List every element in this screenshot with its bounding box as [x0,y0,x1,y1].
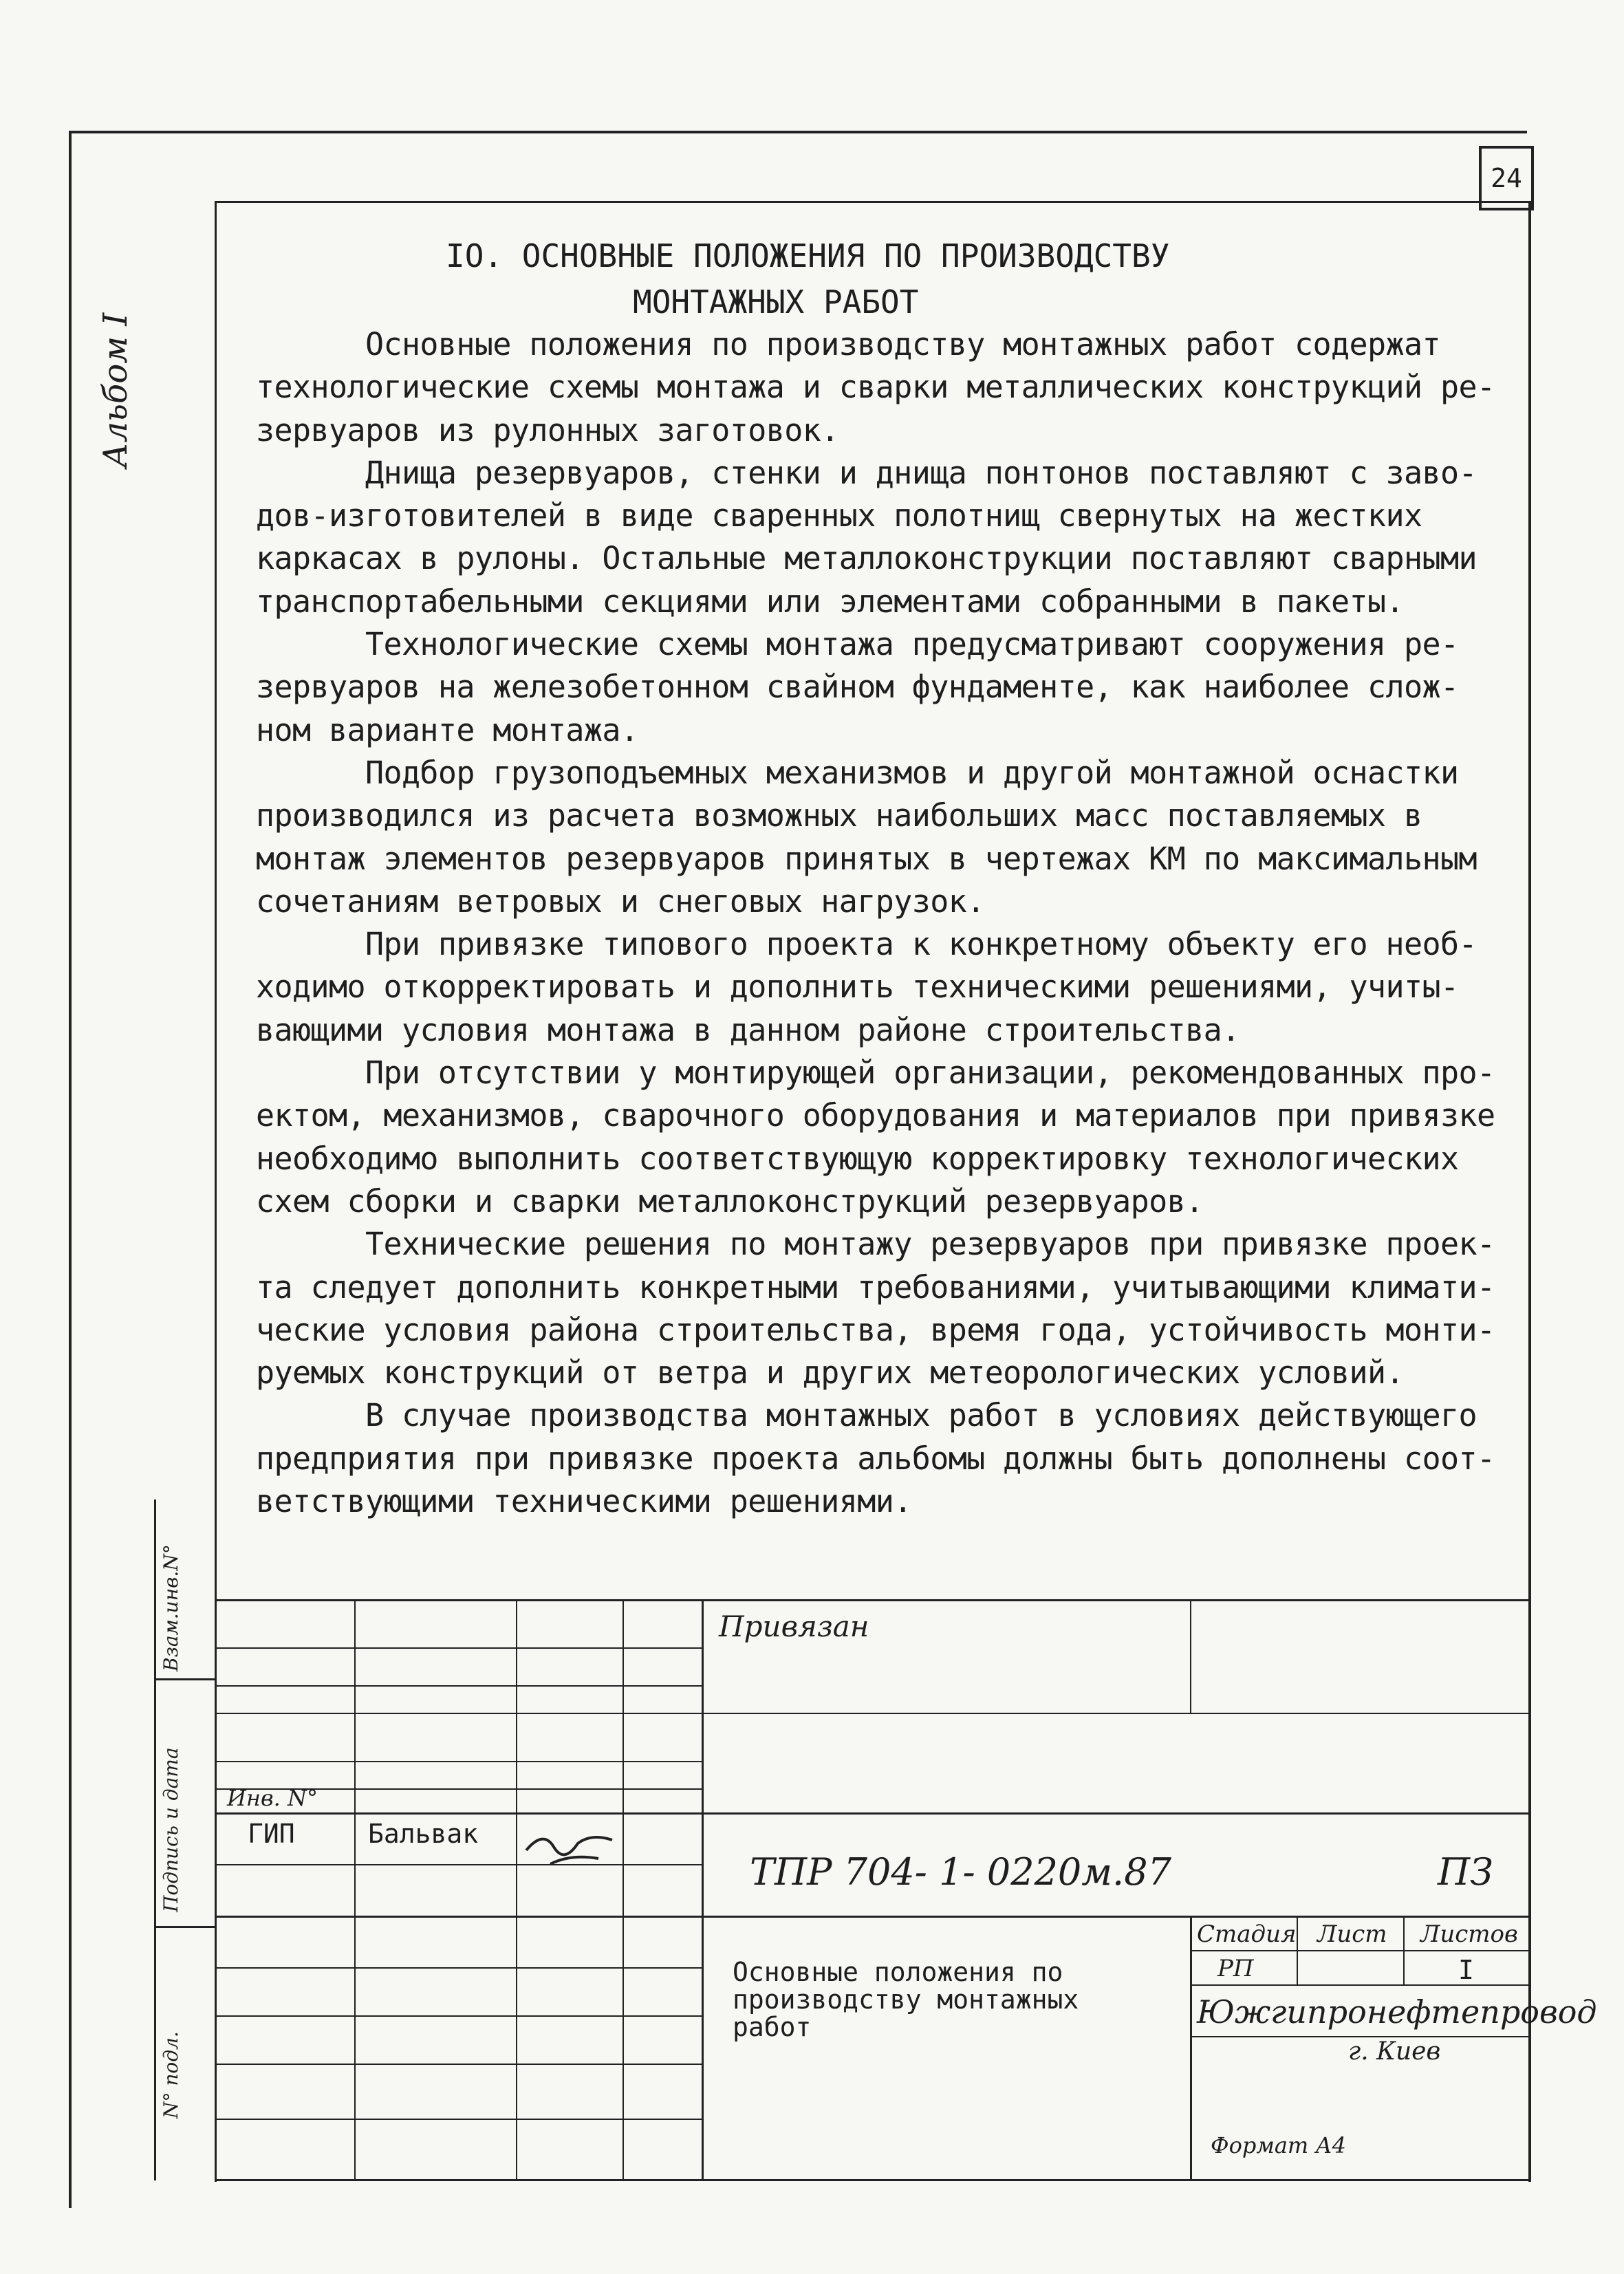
sheet-header: Лист [1317,1920,1387,1948]
tb-row-i [215,1967,703,1969]
tb-row-g [215,1864,703,1865]
stage-value: РП [1217,1955,1254,1982]
body-line: ческие условия района строительства, время года, устойчивость монти- [256,1311,1495,1348]
tb-col-8 [1403,1916,1405,1984]
body-line: производился из расчета возможных наибольших масс поставляемых в [256,797,1422,834]
organization-city: г. Киев [1348,2037,1441,2066]
body-line: вающими условия монтажа в данном районе строительства. [256,1011,1240,1048]
page-number: 24 [1479,146,1534,210]
tb-row-j [215,2015,703,2017]
side-stamp-border [154,1499,156,2180]
outer-frame-top [69,131,1527,133]
body-line: При отсутствии у монтирующей организации, рекомендованных про- [256,1054,1495,1092]
body-line: ектом, механизмов, сварочного оборудования и материалов при привязке [256,1097,1495,1134]
tb-row-a [215,1647,703,1649]
inner-frame-left [215,201,217,2182]
inner-frame-bottom [215,2179,1531,2181]
body-line: технологические схемы монтажа и сварки металлических конструкций ре- [256,369,1495,406]
tb-col-4 [702,1599,704,2180]
gip-label: ГИП [248,1819,295,1849]
tb-row-k [215,2064,703,2065]
body-line: необходимо выполнить соответствующую корректировку технологических [256,1140,1459,1177]
tb-row-l [215,2119,703,2120]
body-line: ветствующими техническими решениями. [256,1483,912,1520]
tb-row-c [215,1713,1528,1714]
tb-right-row1 [1190,1950,1528,1951]
side-label-podl: N° подл. [160,2031,182,2119]
side-label-podpis: Подпись и дата [160,1747,182,1912]
privyazan-label: Привязан [719,1610,869,1643]
album-label: Альбом I [96,312,135,468]
body-text [256,323,1508,1523]
tb-row-f [215,1812,1528,1815]
description-line2: производству монтажных [733,1984,1079,2015]
body-line: руемых конструкций от ветра и других метеорологических условий. [256,1354,1405,1392]
format-label: Формат А4 [1211,2132,1347,2158]
body-line: Технологические схемы монтажа предусматривают сооружения ре- [256,626,1459,663]
tb-right-row2 [1190,1984,1528,1986]
body-line: Днища резервуаров, стенки и днища понтонов поставляют с заво- [256,454,1477,491]
side-stamp-div1 [154,1678,216,1680]
tb-top [215,1599,1528,1601]
body-line: Технические решения по монтажу резервуаров при привязке проек- [256,1226,1495,1263]
inner-frame-top [215,201,1528,203]
stage-header: Стадия [1197,1920,1297,1948]
side-label-vzam: Взам.инв.N° [160,1544,182,1671]
tb-row-b [215,1685,703,1687]
body-line: та следует дополнить конкретными требованиями, учитывающими климати- [256,1268,1495,1306]
body-line: предприятия при привязке проекта альбомы должны быть дополнены соот- [256,1440,1495,1477]
side-stamp-div2 [154,1926,216,1928]
description-line3: работ [733,2012,812,2042]
body-line: Основные положения по производству монтажных работ содержат [256,326,1440,362]
section-heading: IO. ОСНОВНЫЕ ПОЛОЖЕНИЯ ПО ПРОИЗВОДСТВУ [446,237,1170,274]
doc-type: ПЗ [1438,1850,1493,1894]
body-line: зервуаров на железобетонном свайном фундаменте, как наиболее слож- [256,669,1459,706]
inner-frame-right [1528,201,1531,2182]
gip-name: Бальвак [368,1819,479,1849]
body-line: В случае производства монтажных работ в условиях действующего [256,1397,1477,1434]
tb-row-d [215,1761,703,1762]
organization-name: Южгипронефтепровод [1197,1993,1597,2031]
tb-col-5 [1190,1599,1191,1713]
tb-col-2 [516,1599,517,2180]
section-heading-line2: МОНТАЖНЫХ РАБОТ [633,283,919,321]
body-line: монтаж элементов резервуаров принятых в чертежах КМ по максимальным [256,840,1477,877]
tb-col-3 [622,1599,624,2180]
signature-scribble [523,1816,619,1878]
tb-col-1 [354,1599,356,2180]
tb-col-7 [1297,1916,1298,1984]
body-line: сочетаниям ветровых и снеговых нагрузок. [256,882,985,920]
outer-frame-left [69,131,72,2208]
sheets-header: Листов [1420,1920,1518,1948]
body-line: Подбор грузоподъемных механизмов и другой монтажной оснастки [256,754,1459,791]
description-line1: Основные положения по [733,1957,1063,1987]
tb-row-h [215,1916,1528,1918]
body-line: зервуаров из рулонных заготовок. [256,411,839,448]
tb-col-6 [1190,1916,1192,2180]
body-line: схем сборки и сварки металлоконструкций резервуаров. [256,1182,1204,1220]
inv-no-label: Инв. N° [227,1785,318,1811]
body-line: дов-изготовителей в виде сваренных полотнищ свернутых на жестких [256,497,1422,534]
doc-code: ТПР 704- 1- 0220м.87 [750,1850,1171,1894]
body-line: При привязке типового проекта к конкретному объекту его необ- [256,926,1477,963]
sheets-value: I [1458,1955,1474,1985]
body-line: каркасах в рулоны. Остальные металлоконструкции поставляют сварными [256,540,1477,577]
body-line: ном варианте монтажа. [256,711,639,748]
body-line: ходимо откорректировать и дополнить техническими решениями, учиты- [256,968,1459,1006]
body-line: транспортабельными секциями или элементами собранными в пакеты. [256,583,1405,620]
